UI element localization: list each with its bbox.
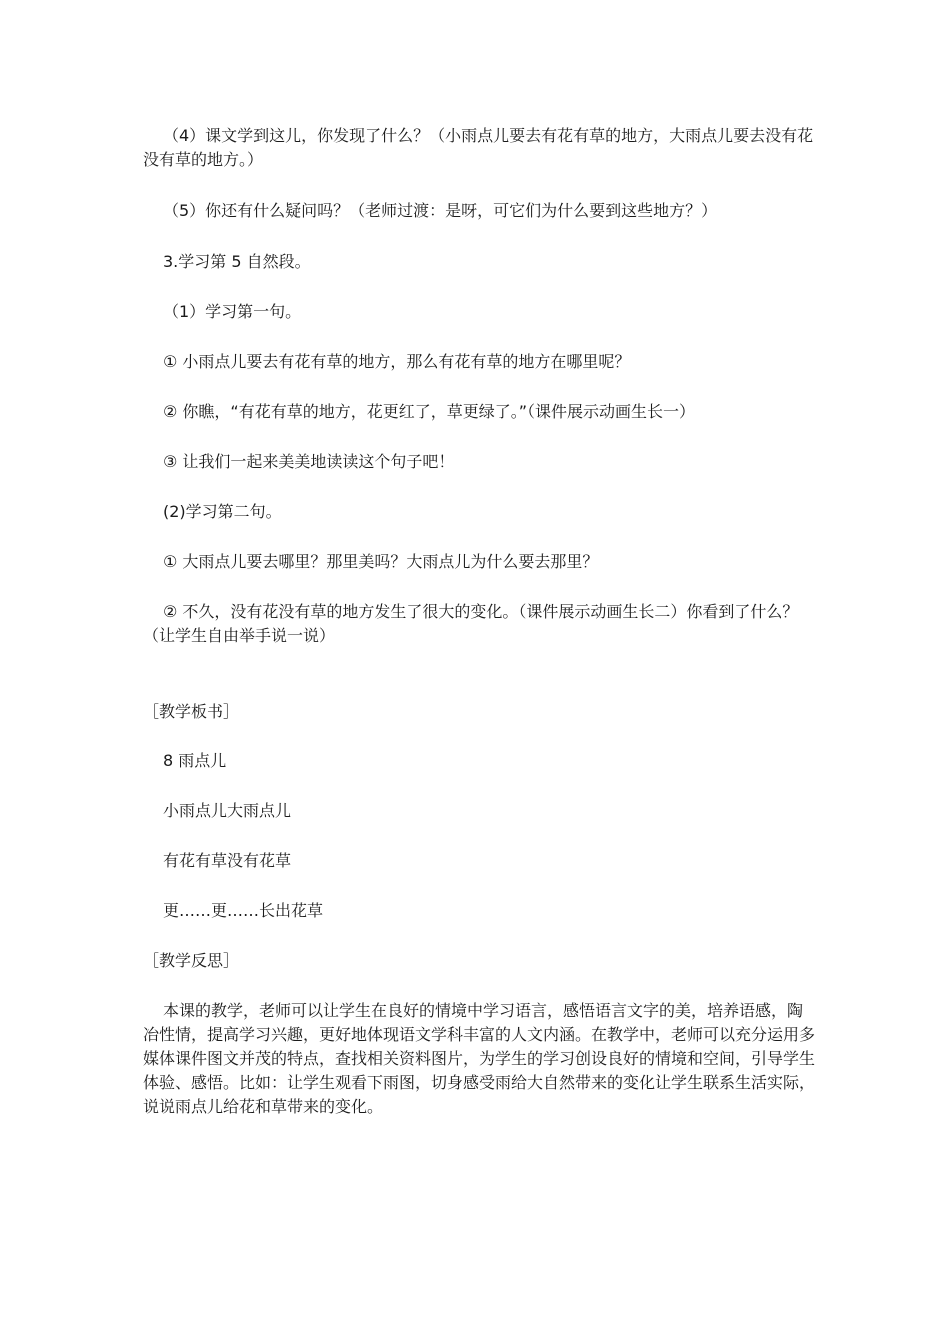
board-line-growth: 更……更……长出花草: [163, 901, 324, 920]
paragraph-step-5: （5）你还有什么疑问吗？（老师过渡：是呀，可它们为什么要到这些地方？）: [163, 201, 718, 220]
paragraph-item-1-1: ① 小雨点儿要去有花有草的地方，那么有花有草的地方在哪里呢？: [163, 352, 631, 371]
paragraph-item-2-2: ② 不久，没有花没有草的地方发生了很大的变化。（课件展示动画生长二）你看到了什么？（让学生自由举手说一说）: [143, 602, 799, 645]
board-line-title: 8 雨点儿: [163, 751, 227, 770]
board-heading: ［教学板书］: [143, 702, 240, 721]
board-line-flowers: 有花有草没有花草: [163, 851, 292, 870]
paragraph-section-3: 3.学习第 5 自然段。: [163, 252, 311, 271]
reflection-heading: ［教学反思］: [143, 951, 240, 970]
paragraph-sentence-2: (2)学习第二句。: [163, 502, 282, 521]
reflection-paragraph: 本课的教学，老师可以让学生在良好的情境中学习语言，感悟语言文字的美，培养语感，陶冶性情，提高学习兴趣，更好地体现语文学科丰富的人文内涵。在教学中，老师可以充分运用多媒体课件图文并茂的特点，查找相关资料图片，为学生的学习创设良好的情境和空间，引导学生体验、感悟。比如：让学生观看下雨图，切身感受雨给大自然带来的变化让学生联系生活实际，说说雨点儿给花和草带来的变化。: [143, 1001, 816, 1116]
paragraph-step-4: （4）课文学到这儿，你发现了什么？（小雨点儿要去有花有草的地方，大雨点儿要去没有花没有草的地方。）: [143, 126, 814, 169]
paragraph-sentence-1: （1）学习第一句。: [163, 302, 302, 321]
paragraph-item-2-1: ① 大雨点儿要去哪里？那里美吗？大雨点儿为什么要去那里？: [163, 552, 599, 571]
paragraph-item-1-2: ② 你瞧，“有花有草的地方，花更红了，草更绿了。”（课件展示动画生长一）: [163, 402, 696, 421]
board-line-raindrops: 小雨点儿大雨点儿: [163, 801, 292, 820]
paragraph-item-1-3: ③ 让我们一起来美美地读读这个句子吧！: [163, 452, 455, 471]
